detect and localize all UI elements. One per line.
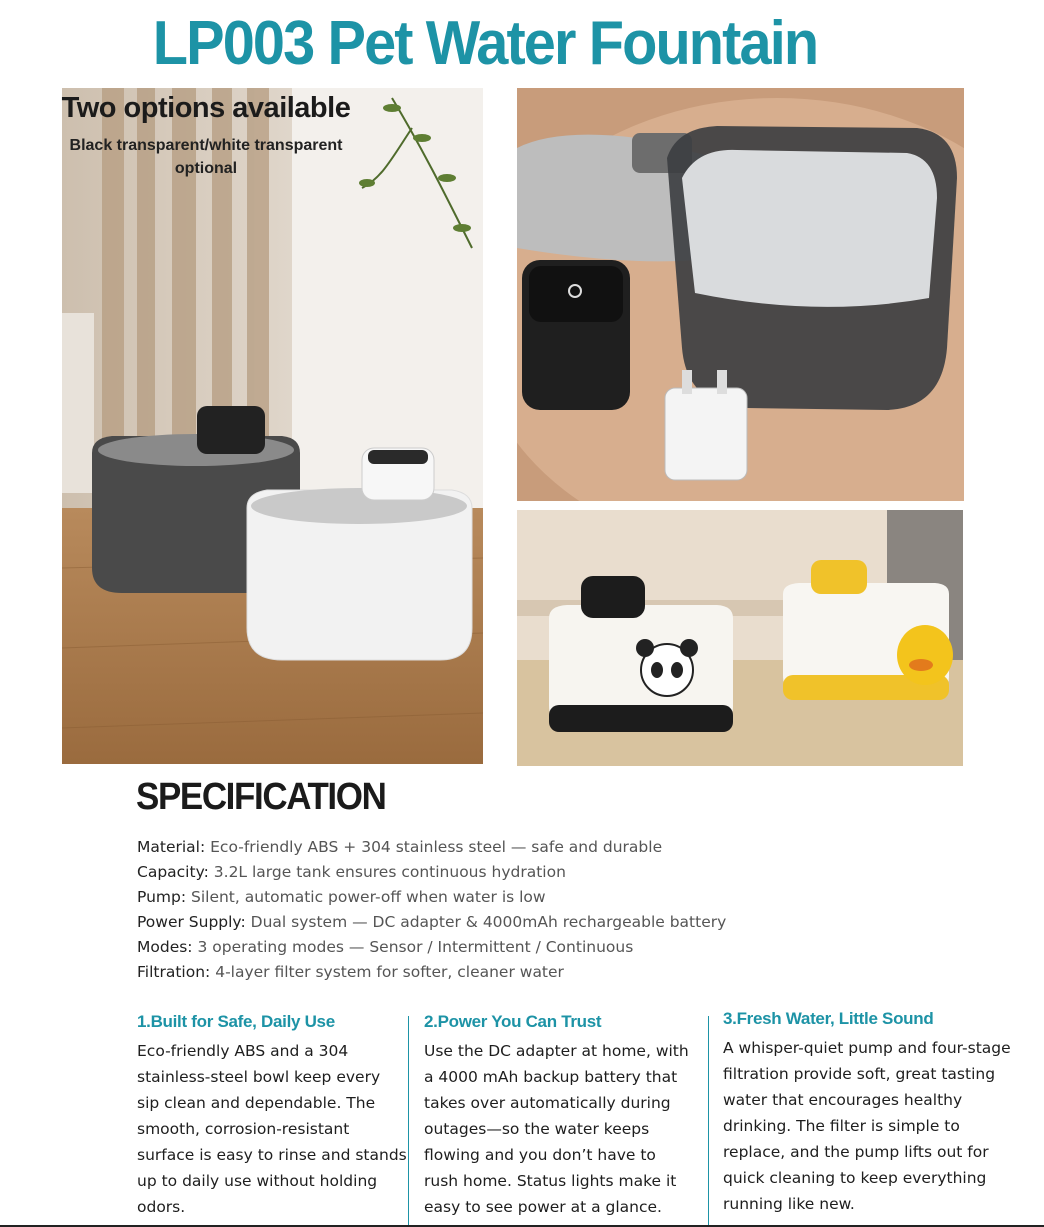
product-photo-cartoon-versions: [517, 510, 963, 766]
spec-item: Power Supply: Dual system — DC adapter & 4000mAh rechargeable battery: [137, 913, 727, 931]
feature-title: 2.Power You Can Trust: [424, 1012, 602, 1031]
feature-body: Eco-friendly ABS and a 304 stainless-steel bowl keep every sip clean and dependable. The smooth, corrosion-resistant surface is easy to rinse and stands up to daily use without holding odors.: [137, 1042, 407, 1216]
column-divider: [708, 1016, 709, 1227]
photo-caption-sub: Black transparent/white transparent optional: [69, 137, 343, 177]
specification-heading: SPECIFICATION: [136, 776, 386, 818]
feature-body: Use the DC adapter at home, with a 4000 mAh backup battery that takes over automatically during outages—so the water keeps flowing and you don’t have to rush home. Status lights make it easy to see power at a glance.: [424, 1042, 689, 1216]
spec-item: Modes: 3 operating modes — Sensor / Intermittent / Continuous: [137, 938, 634, 956]
photo-caption-heading: Two options available: [61, 92, 351, 124]
spec-item: Pump: Silent, automatic power-off when water is low: [137, 888, 546, 906]
column-divider: [408, 1016, 409, 1227]
feature-fresh-water: [723, 1009, 1023, 1217]
specification-list: [137, 835, 726, 985]
page-title: LP003 Pet Water Fountain: [152, 9, 818, 78]
feature-body: A whisper-quiet pump and four-stage filtration provide soft, great tasting water that encourages healthy drinking. The filter is simple to replace, and the pump lifts out for quick cleaning to keep everything running like new.: [723, 1039, 1011, 1213]
feature-power: [424, 1012, 694, 1220]
spec-item: Material: Eco-friendly ABS + 304 stainless steel — safe and durable: [137, 838, 663, 856]
product-photo-two-colors: [62, 88, 483, 764]
feature-safe-daily-use: [137, 1012, 407, 1220]
feature-title: 3.Fresh Water, Little Sound: [723, 1009, 934, 1028]
spec-item: Filtration: 4-layer filter system for softer, cleaner water: [137, 963, 564, 981]
product-photo-components: [517, 88, 964, 501]
feature-title: 1.Built for Safe, Daily Use: [137, 1012, 335, 1031]
spec-item: Capacity: 3.2L large tank ensures continuous hydration: [137, 863, 566, 881]
